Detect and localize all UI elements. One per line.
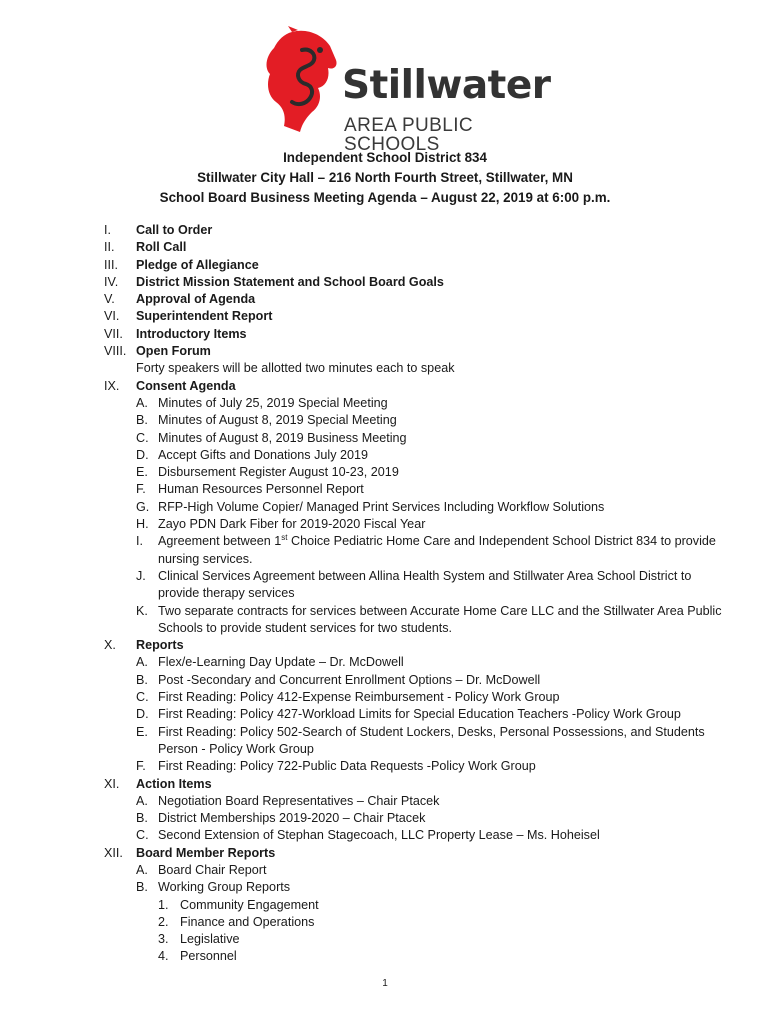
sub-sub-item-text: Finance and Operations (180, 914, 315, 929)
sub-item (104, 395, 724, 412)
sub-sub-item-text: Community Engagement (180, 897, 319, 912)
item-number: VIII. (104, 344, 127, 359)
agenda-item (104, 291, 724, 308)
sub-sub-item (104, 948, 724, 965)
sub-item (104, 499, 724, 516)
sub-item (104, 724, 724, 759)
agenda-item (104, 637, 724, 654)
item-title: Pledge of Allegiance (136, 257, 259, 272)
page-number: 1 (382, 978, 388, 989)
item-title: Introductory Items (136, 326, 247, 341)
sub-item-text: Flex/e-Learning Day Update – Dr. McDowell (158, 655, 404, 670)
sub-item-text (158, 533, 724, 568)
sub-item (104, 689, 724, 706)
item-number: X. (104, 638, 116, 653)
pony-head-logo-icon (262, 26, 342, 134)
sub-item-text: First Reading: Policy 502-Search of Student Lockers, Desks, Personal Possessions, and Students Person - Policy Work Group (158, 724, 705, 756)
sub-item-letter: J. (136, 568, 146, 583)
item-number: XII. (104, 845, 123, 860)
sub-item-letter: A. (136, 793, 148, 808)
sub-item-letter: E. (136, 724, 148, 739)
sub-item-text: First Reading: Policy 427-Workload Limits for Special Education Teachers -Policy Work Group (158, 707, 681, 722)
item-title: Open Forum (136, 344, 211, 359)
ordinal-suffix: st (281, 533, 288, 543)
item-number: IX. (104, 378, 120, 393)
sub-item-letter: A. (136, 395, 148, 410)
sub-item (104, 810, 724, 827)
sub-sub-item-text: Personnel (180, 949, 237, 964)
sub-item (104, 706, 724, 723)
sub-item-letter: B. (136, 811, 148, 826)
sub-item-text-start: Agreement between 1 (158, 534, 282, 549)
heading-location: Stillwater City Hall – 216 North Fourth Street, Stillwater, MN (197, 170, 573, 185)
sub-item-letter: A. (136, 655, 148, 670)
sub-item (104, 862, 724, 879)
sub-item (104, 568, 724, 603)
item-title: Board Member Reports (136, 845, 276, 860)
sub-item (104, 516, 724, 533)
sub-item-text: Board Chair Report (158, 862, 267, 877)
agenda-item (104, 326, 724, 343)
sub-item (104, 793, 724, 810)
sub-sub-item-text: Legislative (180, 932, 240, 947)
agenda-item (104, 343, 724, 360)
item-title: Action Items (136, 776, 212, 791)
item-number: VI. (104, 309, 120, 324)
agenda-item (104, 845, 724, 862)
sub-item-text: Disbursement Register August 10-23, 2019 (158, 465, 399, 480)
item-title: Roll Call (136, 240, 187, 255)
item-title: Superintendent Report (136, 309, 273, 324)
sub-item-letter: I. (136, 534, 143, 549)
document-heading (0, 148, 770, 208)
sub-item-letter: C. (136, 828, 149, 843)
sub-item (104, 758, 724, 775)
sub-item-text: Negotiation Board Representatives – Chair Ptacek (158, 793, 440, 808)
sub-item-text-end: Choice Pediatric Home Care and Independent School District 834 to provide nursing services. (158, 534, 716, 566)
sub-item (104, 672, 724, 689)
sub-sub-item-number: 1. (158, 897, 169, 912)
sub-sub-item (104, 897, 724, 914)
sub-sub-item-number: 4. (158, 949, 169, 964)
sub-item (104, 603, 724, 638)
item-number: III. (104, 257, 118, 272)
sub-item-letter: K. (136, 603, 148, 618)
sub-item-letter: H. (136, 517, 149, 532)
sub-item-text: District Memberships 2019-2020 – Chair Ptacek (158, 811, 426, 826)
sub-item-text: Clinical Services Agreement between Allina Health System and Stillwater Area School District to provide therapy services (158, 568, 692, 601)
sub-item (104, 447, 724, 464)
sub-item-text: Minutes of August 8, 2019 Business Meeting (158, 430, 407, 445)
sub-item-letter: D. (136, 447, 149, 462)
sub-item-text: Working Group Reports (158, 880, 291, 895)
sub-item-text: Human Resources Personnel Report (158, 482, 364, 497)
sub-sub-item-number: 2. (158, 914, 169, 929)
sub-item-text: Minutes of July 25, 2019 Special Meeting (158, 395, 388, 410)
agenda-item (104, 239, 724, 256)
agenda-item (104, 274, 724, 291)
sub-item-text: Post -Secondary and Concurrent Enrollment Options – Dr. McDowell (158, 672, 541, 687)
sub-item-letter: C. (136, 430, 149, 445)
sub-sub-item (104, 931, 724, 948)
item-number: V. (104, 292, 115, 307)
agenda-item (104, 257, 724, 274)
sub-item-letter: B. (136, 413, 148, 428)
sub-item-text: Accept Gifts and Donations July 2019 (158, 447, 369, 462)
sub-item (104, 654, 724, 671)
sub-item-text: RFP-High Volume Copier/ Managed Print Services Including Workflow Solutions (158, 499, 605, 514)
sub-item-letter: F. (136, 759, 146, 774)
sub-sub-item (104, 914, 724, 931)
sub-item (104, 464, 724, 481)
sub-item-text: First Reading: Policy 722-Public Data Requests -Policy Work Group (158, 759, 536, 774)
sub-sub-item-number: 3. (158, 932, 169, 947)
sub-item-letter: G. (136, 499, 150, 514)
sub-item-letter: F. (136, 482, 146, 497)
sub-item (104, 481, 724, 498)
sub-item-letter: E. (136, 465, 148, 480)
sub-item (104, 533, 724, 568)
sub-item-text: Zayo PDN Dark Fiber for 2019-2020 Fiscal Year (158, 517, 426, 532)
agenda-item (104, 222, 724, 239)
logo-wordmark: Stillwater (342, 63, 551, 108)
item-title: Reports (136, 638, 184, 653)
sub-item-letter: B. (136, 880, 148, 895)
item-number: II. (104, 240, 115, 255)
sub-item-text: Two separate contracts for services between Accurate Home Care LLC and the Stillwater Area Public Schools to provide student services for two students. (158, 603, 722, 635)
sub-item (104, 430, 724, 447)
sub-item (104, 879, 724, 896)
agenda-list (104, 222, 724, 966)
sub-item (104, 827, 724, 844)
sub-item-letter: B. (136, 672, 148, 687)
sub-item (104, 412, 724, 429)
sub-item-letter: C. (136, 690, 149, 705)
item-number: VII. (104, 326, 123, 341)
heading-meeting: School Board Business Meeting Agenda – August 22, 2019 at 6:00 p.m. (159, 190, 611, 205)
item-title: Approval of Agenda (136, 292, 256, 307)
sub-item-letter: D. (136, 707, 149, 722)
sub-item-text: Minutes of August 8, 2019 Special Meeting (158, 413, 397, 428)
sub-item-letter: A. (136, 862, 148, 877)
agenda-item (104, 776, 724, 793)
open-forum-note: Forty speakers will be allotted two minutes each to speak (136, 361, 455, 376)
item-title: Call to Order (136, 223, 213, 237)
item-number: XI. (104, 776, 120, 791)
agenda-item (104, 308, 724, 325)
logo-subtitle: AREA PUBLIC SCHOOLS (344, 115, 474, 155)
agenda-item (104, 378, 724, 395)
heading-district: Independent School District 834 (283, 150, 487, 165)
item-number: IV. (104, 274, 119, 289)
sub-item-text: Second Extension of Stephan Stagecoach, LLC Property Lease – Ms. Hoheisel (158, 828, 600, 843)
item-title: District Mission Statement and School Board Goals (136, 274, 444, 289)
district-logo (262, 26, 562, 155)
sub-item-text: First Reading: Policy 412-Expense Reimbursement - Policy Work Group (158, 690, 560, 705)
item-number: I. (104, 223, 111, 237)
item-title: Consent Agenda (136, 378, 236, 393)
